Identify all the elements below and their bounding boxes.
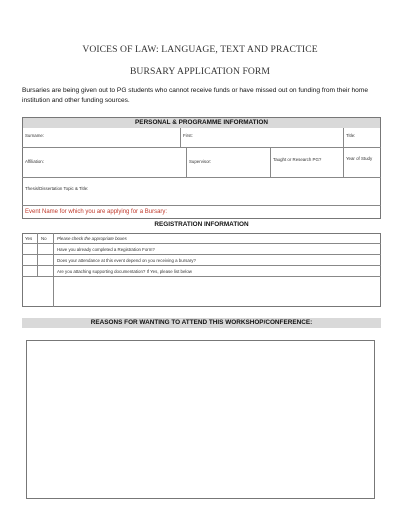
surname-label: Surname: — [25, 133, 45, 138]
col-divider — [37, 233, 38, 276]
event-name-label: Event Name for which you are applying for a Bursary: — [25, 209, 168, 215]
taught-research-label: Taught or Research PG? — [273, 157, 322, 162]
title-label: Title: — [346, 133, 356, 138]
no-column-label: No — [41, 236, 47, 241]
row-divider — [22, 177, 381, 178]
intro-text: Bursaries are being given out to PG students who cannot receive funds or have missed out on funding from their home institution and other funding sources. — [22, 87, 369, 104]
col-divider — [343, 147, 344, 177]
affiliation-label: Affiliation: — [25, 159, 44, 164]
row-divider — [22, 205, 381, 206]
yes-column-label: Yes — [25, 236, 33, 241]
reasons-textbox[interactable] — [26, 340, 375, 499]
personal-heading: PERSONAL & PROGRAMME INFORMATION — [23, 118, 380, 128]
question-registration-form: Have you already completed a Registration Form? — [57, 247, 155, 252]
row-divider — [22, 254, 381, 255]
col-divider — [186, 147, 187, 177]
first-name-label: First: — [183, 133, 193, 138]
question-supporting-docs: Are you attaching supporting documentation? If Yes, please list below — [57, 269, 192, 274]
personal-section — [22, 117, 381, 219]
form-subtitle: BURSARY APPLICATION FORM — [129, 66, 271, 77]
question-bursary-dependence: Does your attendance at this event depend on you receiving a bursary? — [57, 258, 196, 263]
form-title: VOICES OF LAW: LANGUAGE, TEXT AND PRACTICE — [82, 44, 318, 55]
col-divider — [53, 233, 54, 307]
thesis-topic-label: Thesis/Dissertation Topic & Title: — [25, 186, 89, 191]
supervisor-label: Supervisor: — [189, 159, 212, 164]
row-divider — [22, 265, 381, 266]
row-divider — [22, 243, 381, 244]
instruction-text: Please check the appropriate boxes — [57, 236, 127, 241]
row-divider — [22, 276, 381, 277]
row-divider — [22, 147, 381, 148]
reasons-heading: REASONS FOR WANTING TO ATTEND THIS WORKSHOP/CONFERENCE: — [22, 318, 381, 328]
registration-heading: REGISTRATION INFORMATION — [154, 221, 249, 228]
year-of-study-label: Year of Study — [346, 156, 373, 161]
col-divider — [343, 128, 344, 147]
col-divider — [270, 147, 271, 177]
col-divider — [180, 128, 181, 147]
